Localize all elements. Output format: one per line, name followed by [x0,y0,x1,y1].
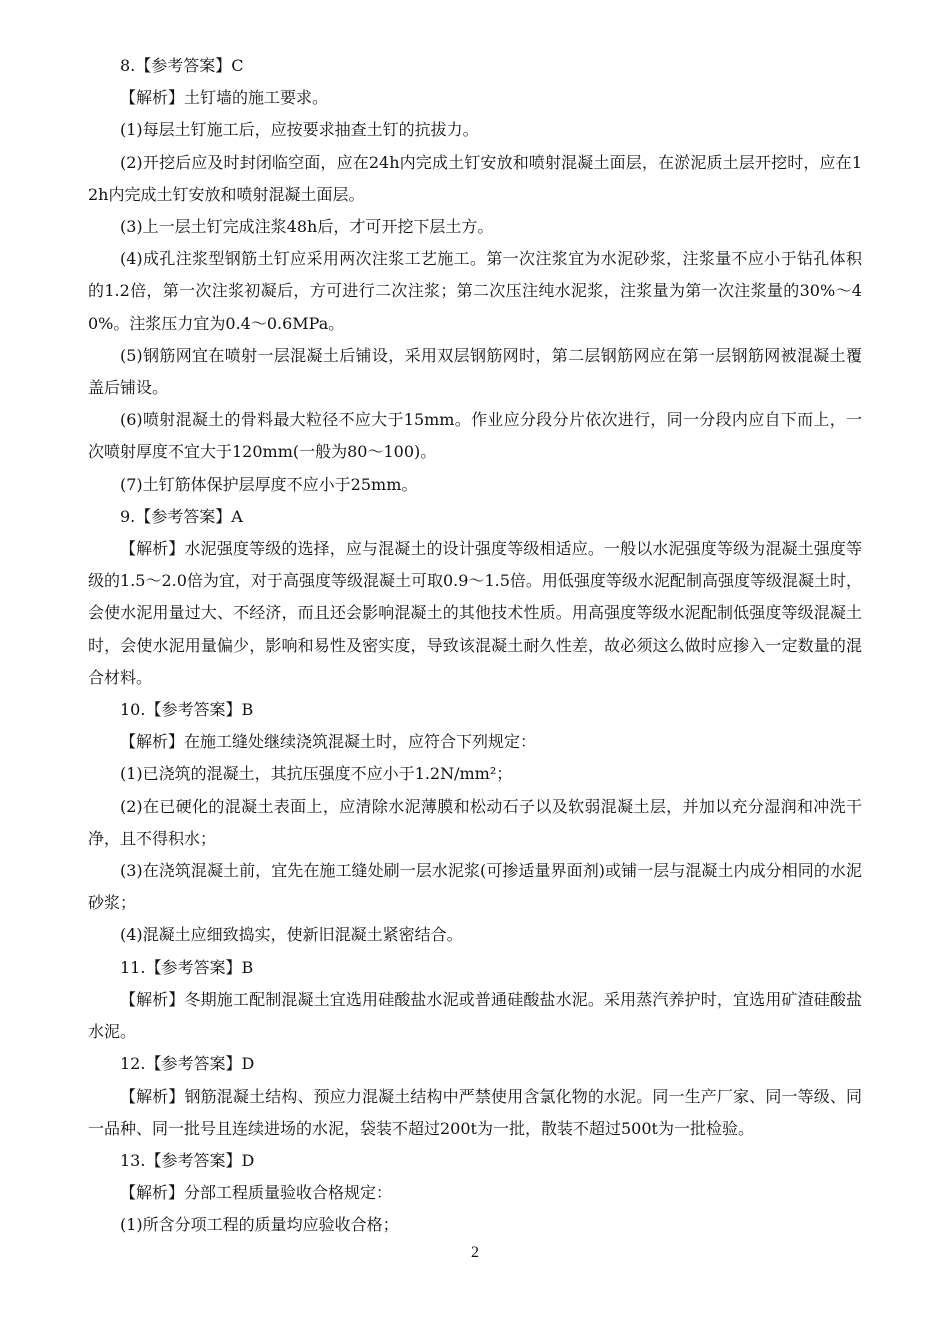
paragraph: 9.【参考答案】A [120,506,243,526]
paragraph: (1)已浇筑的混凝土，其抗压强度不应小于1.2N/mm²； [120,764,513,784]
paragraph: 【解析】钢筋混凝土结构、预应力混凝土结构中严禁使用含氯化物的水泥。同一生产厂家、同一等级、同一品种、同一批号且连续进场的水泥，袋装不超过200t为一批，散装不超过500t为一批检验。 [88,1086,862,1138]
paragraph: (7)土钉筋体保护层厚度不应小于25mm。 [120,474,418,494]
paragraph: (3)上一层土钉完成注浆48h后，才可开挖下层土方。 [120,217,494,237]
paragraph: 12.【参考答案】D [120,1054,255,1074]
paragraph: (3)在浇筑混凝土前，宜先在施工缝处刷一层水泥浆(可掺适量界面剂)或铺一层与混凝土内成分相同的水泥砂浆； [88,861,862,913]
paragraph: 8.【参考答案】C [120,56,244,75]
paragraph: (4)成孔注浆型钢筋土钉应采用两次注浆工艺施工。第一次注浆宜为水泥砂浆，注浆量不应小于钻孔体积的1.2倍，第一次注浆初凝后，方可进行二次注浆；第二次压注纯水泥浆，注浆量为第一次注浆量的30%～40%。注浆压力宜为0.4～0.6MPa。 [88,249,862,333]
paragraph: 【解析】冬期施工配制混凝土宜选用硅酸盐水泥或普通硅酸盐水泥。采用蒸汽养护时，宜选用矿渣硅酸盐水泥。 [88,989,862,1042]
paragraph: 【解析】土钉墙的施工要求。 [120,88,329,108]
paragraph: (1)每层土钉施工后，应按要求抽查土钉的抗拔力。 [120,120,479,140]
paragraph: 【解析】水泥强度等级的选择，应与混凝土的设计强度等级相适应。一般以水泥强度等级为混凝土强度等级的1.5～2.0倍为宜，对于高强度等级混凝土可取0.9～1.5倍。用低强度等级水泥配制高强度等级混凝土时，会使水泥用量过大、不经济，而且还会影响混凝土的其他技术性质。用高强度等级水泥配制低强度等级混凝土时，会使水泥用量偏少，影响和易性及密实度，导致该混凝土耐久性差，故必须这么做时应掺入一定数量的混合材料。 [88,539,862,687]
paragraph: (4)混凝土应细致捣实，使新旧混凝土紧密结合。 [120,925,463,945]
paragraph: (2)开挖后应及时封闭临空面，应在24h内完成土钉安放和喷射混凝土面层，在淤泥质土层开挖时，应在12h内完成土钉安放和喷射混凝土面层。 [88,152,862,204]
paragraph: (5)钢筋网宜在喷射一层混凝土后铺设，采用双层钢筋网时，第二层钢筋网应在第一层钢筋网被混凝土覆盖后铺设。 [88,345,862,398]
paragraph: 11.【参考答案】B [120,957,254,977]
paragraph: 10.【参考答案】B [120,700,254,720]
paragraph: (1)所含分项工程的质量均应验收合格； [120,1215,399,1235]
page-number: 2 [471,1244,479,1261]
paragraph: 【解析】分部工程质量验收合格规定： [120,1183,393,1203]
paragraph: (2)在已硬化的混凝土表面上，应清除水泥薄膜和松动石子以及软弱混凝土层，并加以充分湿润和冲洗干净，且不得积水； [88,796,862,848]
paragraph: 13.【参考答案】D [120,1150,255,1170]
paragraph: 【解析】在施工缝处继续浇筑混凝土时，应符合下列规定： [120,732,537,752]
page-content [88,50,862,1242]
paragraph: (6)喷射混凝土的骨料最大粒径不应大于15mm。作业应分段分片依次进行，同一分段内应自下而上，一次喷射厚度不宜大于120mm(一般为80～100)。 [88,410,862,462]
